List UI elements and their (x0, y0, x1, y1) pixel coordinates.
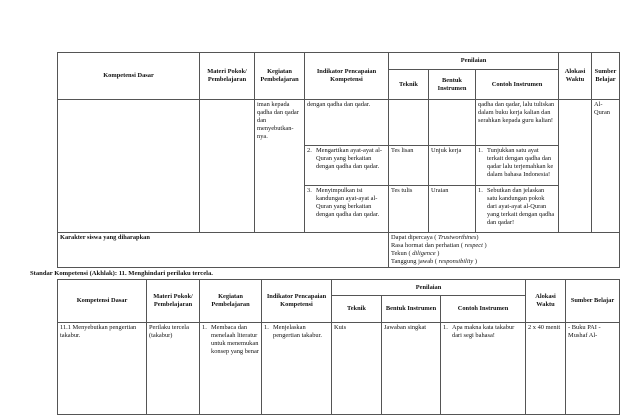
cell-bentuk-3: Uraian (429, 186, 476, 233)
header-bentuk: Bentuk Instrumen (429, 70, 476, 100)
cell-kd: 11.1 Menyebutkan pengertian takabur. (58, 323, 147, 415)
header-sumber: Sumber Belajar (592, 53, 620, 100)
header-kompetensi-dasar: Kompetensi Dasar (58, 280, 147, 323)
cell-contoh-intro: qadha dan qadar, lalu tuliskan dalam buku kerja kalian dan serahkan kepada guru kalian! (476, 100, 559, 146)
header-alokasi: Alokasi Waktu (559, 53, 592, 100)
cell-kd-empty (58, 100, 200, 233)
karakter-label: Karakter siswa yang diharapkan (58, 233, 389, 268)
header-penilaian: Penilaian (332, 280, 526, 296)
cell-teknik-2: Tes lisan (389, 146, 429, 186)
cell-contoh: 1. Apa makna kata takabur dari segi bahasa! (441, 323, 526, 415)
cell-bentuk: Jawaban singkat (382, 323, 441, 415)
header-materi: Materi Pokok/ Pembelajaran (200, 53, 255, 100)
karakter-item: Tekun ( diligence ) (391, 250, 440, 257)
cell-kegiatan: 1. Membaca dan menelaah literatur untuk menemukan konsep yang benar (200, 323, 262, 415)
karakter-item: Dapat dipercaya ( Trustworthines) (391, 234, 479, 241)
header-teknik: Teknik (389, 70, 429, 100)
table-1 (57, 52, 620, 268)
header-kegiatan: Kegiatan Pembelajaran (255, 53, 305, 100)
header-teknik: Teknik (332, 296, 382, 323)
header-contoh: Contoh Instrumen (476, 70, 559, 100)
cell-indikator-intro: dengan qadha dan qadar. (305, 100, 389, 146)
standar-kompetensi-heading: Standar Kompetensi (Akhlak): 11. Menghindari perilaku tercela. (30, 270, 213, 277)
cell-indikator-3: 3. Menyimpulkan isi kandungan ayat-ayat al-Quran yang berkaitan dengan qadha dan qadar. (305, 186, 389, 233)
header-indikator: Indikator Pencapaian Kompetensi (262, 280, 332, 323)
cell-teknik: Kuis (332, 323, 382, 415)
header-kegiatan: Kegiatan Pembelajaran (200, 280, 262, 323)
header-sumber: Sumber Belajar (566, 280, 620, 323)
header-alokasi: Alokasi Waktu (526, 280, 566, 323)
cell-contoh-2: 1. Tunjukkan satu ayat terkait dengan qadha dan qadar lalu terjemahkan ke dalam bahasa Indonesia! (476, 146, 559, 186)
cell-indikator: 1. Menjelaskan pengertian takabur. (262, 323, 332, 415)
cell-indikator-2: 2. Mengartikan ayat-ayat al-Quran yang berkaitan dengan qadha dan qadar. (305, 146, 389, 186)
cell-sumber: Al-Quran (592, 100, 620, 233)
header-materi: Materi Pokok/ Pembelajaran (147, 280, 200, 323)
cell-materi: Perilaku tercela (takabur) (147, 323, 200, 415)
header-kompetensi-dasar: Kompetensi Dasar (58, 53, 200, 100)
cell-bentuk-2: Unjuk kerja (429, 146, 476, 186)
karakter-list (389, 233, 620, 268)
table-2 (57, 279, 620, 415)
cell-materi-empty (200, 100, 255, 233)
cell-alokasi: 2 x 40 menit (526, 323, 566, 415)
cell-alokasi-empty (559, 100, 592, 233)
karakter-item: Tanggung jawab ( responsibility ) (391, 258, 477, 265)
cell-contoh-3: 1. Sebutkan dan jelaskan satu kandungan pokok dari ayat-ayat al-Quran yang terkait dengan qadha dan qadar! (476, 186, 559, 233)
cell-kegiatan: iman kepada qadha dan qadar dan menyebutkan-nya. (255, 100, 305, 233)
cell-bentuk-empty (429, 100, 476, 146)
cell-sumber: - Buku PAI - Mushaf Al- (566, 323, 620, 415)
karakter-item: Rasa hormat dan perhatian ( respect ) (391, 242, 487, 249)
cell-teknik-empty (389, 100, 429, 146)
header-penilaian: Penilaian (389, 53, 559, 70)
header-contoh: Contoh Instrumen (441, 296, 526, 323)
header-indikator: Indikator Pencapaian Kompetensi (305, 53, 389, 100)
header-bentuk: Bentuk Instrumen (382, 296, 441, 323)
cell-teknik-3: Tes tulis (389, 186, 429, 233)
